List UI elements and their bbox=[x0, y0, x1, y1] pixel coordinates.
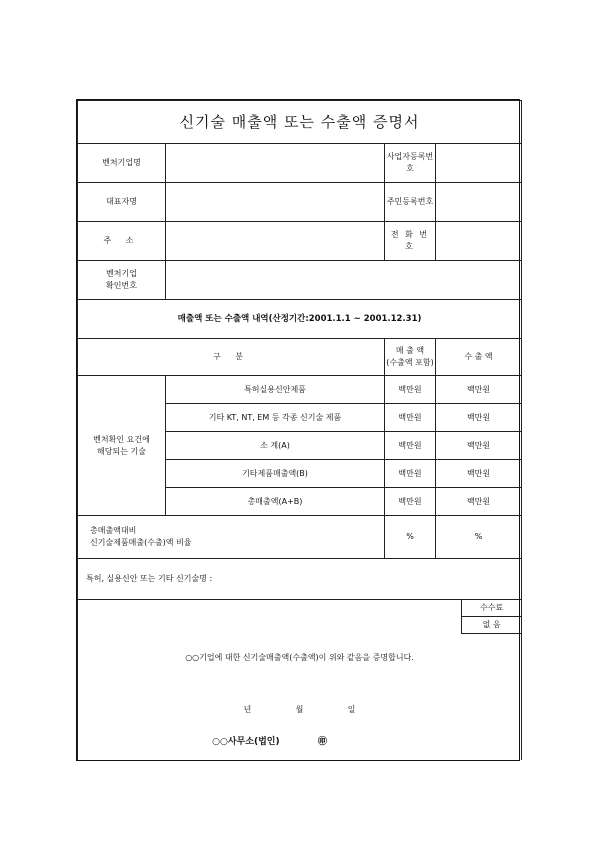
row-label-total: 총매출액(A+B) bbox=[166, 488, 385, 516]
venture-number-label-line1: 벤처기업 bbox=[106, 269, 137, 278]
representative-field[interactable] bbox=[166, 183, 385, 222]
date-month-label: 월 bbox=[295, 705, 304, 714]
ratio-sales-percent: % bbox=[385, 516, 436, 559]
company-name-field[interactable] bbox=[166, 144, 385, 183]
company-name-label: 벤처기업명 bbox=[78, 144, 166, 183]
representative-label: 대표자명 bbox=[78, 183, 166, 222]
sales-unit-subtotal: 백만원 bbox=[385, 432, 436, 460]
row-label-other: 기타제품매출액(B) bbox=[166, 460, 385, 488]
fee-value: 없 음 bbox=[462, 617, 522, 634]
sales-unit-other: 백만원 bbox=[385, 460, 436, 488]
page-title: 신기술 매출액 또는 수출액 증명서 bbox=[78, 101, 522, 144]
office-name: ○○사무소(법인) bbox=[212, 737, 280, 747]
address-field[interactable] bbox=[166, 222, 385, 261]
seal-mark: ㊞ bbox=[317, 737, 327, 747]
export-unit-subtotal: 백만원 bbox=[436, 432, 522, 460]
date-day-label: 일 bbox=[347, 705, 356, 714]
certificate-form bbox=[76, 99, 520, 761]
resident-number-field[interactable] bbox=[436, 183, 522, 222]
export-unit-newtech: 백만원 bbox=[436, 404, 522, 432]
row-label-patent: 특허실용신안제품 bbox=[166, 376, 385, 404]
sales-header bbox=[385, 339, 436, 376]
sales-unit-newtech: 백만원 bbox=[385, 404, 436, 432]
venture-number-label bbox=[78, 261, 166, 300]
ratio-label-line1: 총매출액대비 bbox=[90, 526, 137, 535]
export-unit-patent: 백만원 bbox=[436, 376, 522, 404]
category-header: 구 분 bbox=[78, 339, 385, 376]
certification-area bbox=[78, 600, 522, 761]
ratio-label bbox=[78, 516, 385, 559]
sales-unit-patent: 백만원 bbox=[385, 376, 436, 404]
ratio-export-percent: % bbox=[436, 516, 522, 559]
sales-unit-total: 백만원 bbox=[385, 488, 436, 516]
tech-group-label-line1: 벤처확인 요건에 bbox=[93, 434, 150, 444]
venture-number-field[interactable] bbox=[166, 261, 522, 300]
fee-box bbox=[461, 600, 521, 634]
tech-group-label-line2: 해당되는 기술 bbox=[97, 446, 146, 456]
address-label: 주 소 bbox=[78, 222, 166, 261]
date-year-label: 년 bbox=[243, 705, 252, 714]
export-unit-total: 백만원 bbox=[436, 488, 522, 516]
period-title: 매출액 또는 수출액 내역(산정기간:2001.1.1 ~ 2001.12.31) bbox=[78, 300, 522, 339]
sales-header-line2: (수출액 포함) bbox=[386, 358, 434, 367]
fee-label: 수수료 bbox=[462, 600, 522, 617]
export-unit-other: 백만원 bbox=[436, 460, 522, 488]
patent-note: 특허, 실용신안 또는 기타 신기술명 : bbox=[78, 559, 522, 600]
sales-header-line1: 매 출 액 bbox=[395, 346, 425, 355]
office-line bbox=[18, 736, 521, 750]
export-header: 수 출 액 bbox=[436, 339, 522, 376]
certify-text: ○○기업에 대한 신기술매출액(수출액)이 위와 같음을 증명합니다. bbox=[185, 653, 414, 662]
phone-label: 전 화 번 호 bbox=[385, 222, 436, 261]
row-label-subtotal: 소 계(A) bbox=[166, 432, 385, 460]
bizreg-number-label: 사업자등록번호 bbox=[385, 144, 436, 183]
bizreg-number-field[interactable] bbox=[436, 144, 522, 183]
venture-number-label-line2: 확인번호 bbox=[106, 281, 137, 290]
form-table bbox=[77, 100, 522, 760]
ratio-label-line2: 신기술제품매출(수출)액 비율 bbox=[90, 538, 192, 547]
phone-field[interactable] bbox=[436, 222, 522, 261]
row-label-newtech: 기타 KT, NT, EM 등 각종 신기술 제품 bbox=[166, 404, 385, 432]
tech-group-label bbox=[78, 376, 166, 516]
resident-number-label: 주민등록번호 bbox=[385, 183, 436, 222]
date-line bbox=[78, 704, 521, 716]
